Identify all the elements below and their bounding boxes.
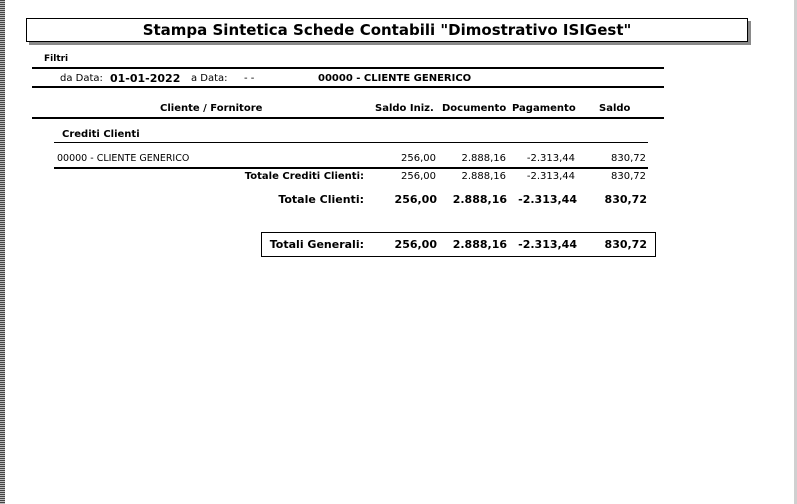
filters-top-divider	[32, 67, 664, 69]
subtotal-balance: 830,72	[611, 171, 646, 182]
col-header-payment: Pagamento	[512, 103, 576, 114]
grand-total-document: 2.888,16	[452, 238, 507, 251]
subtotal-payment: -2.313,44	[526, 171, 575, 182]
filters-label: Filtri	[44, 54, 69, 64]
grand-total-payment: -2.313,44	[518, 238, 577, 251]
from-date-value: 01-01-2022	[110, 72, 181, 85]
col-header-opening-balance: Saldo Iniz.	[375, 103, 434, 114]
to-date-value: - -	[244, 73, 255, 84]
subtotal-label: Totale Crediti Clienti:	[244, 171, 364, 182]
to-date-label: a Data:	[191, 73, 228, 84]
grand-total-opening-balance: 256,00	[394, 238, 437, 251]
report-title: Stampa Sintetica Schede Contabili "Dimostrativo ISIGest"	[26, 18, 748, 42]
col-header-balance: Saldo	[599, 103, 631, 114]
total-clients-document: 2.888,16	[452, 193, 507, 206]
group-divider	[54, 142, 648, 143]
col-header-party: Cliente / Fornitore	[160, 103, 263, 114]
row-document: 2.888,16	[461, 153, 506, 164]
total-clients-label: Totale Clienti:	[278, 193, 364, 206]
row-balance: 830,72	[611, 153, 646, 164]
subtotal-document: 2.888,16	[461, 171, 506, 182]
subtotal-opening-balance: 256,00	[401, 171, 436, 182]
total-clients-payment: -2.313,44	[518, 193, 577, 206]
row-payment: -2.313,44	[526, 153, 575, 164]
grand-total-balance: 830,72	[604, 238, 647, 251]
page-left-border	[0, 0, 5, 504]
row-opening-balance: 256,00	[401, 153, 436, 164]
row-party: 00000 - CLIENTE GENERICO	[57, 153, 190, 164]
grand-total-label: Totali Generali:	[269, 238, 364, 251]
group-title: Crediti Clienti	[62, 129, 140, 140]
col-header-document: Documento	[442, 103, 507, 114]
client-filter-value: 00000 - CLIENTE GENERICO	[318, 73, 472, 84]
row-divider	[54, 167, 648, 169]
filters-bottom-divider	[32, 86, 664, 88]
total-clients-opening-balance: 256,00	[394, 193, 437, 206]
total-clients-balance: 830,72	[604, 193, 647, 206]
header-divider	[32, 117, 664, 119]
from-date-label: da Data:	[60, 73, 103, 84]
